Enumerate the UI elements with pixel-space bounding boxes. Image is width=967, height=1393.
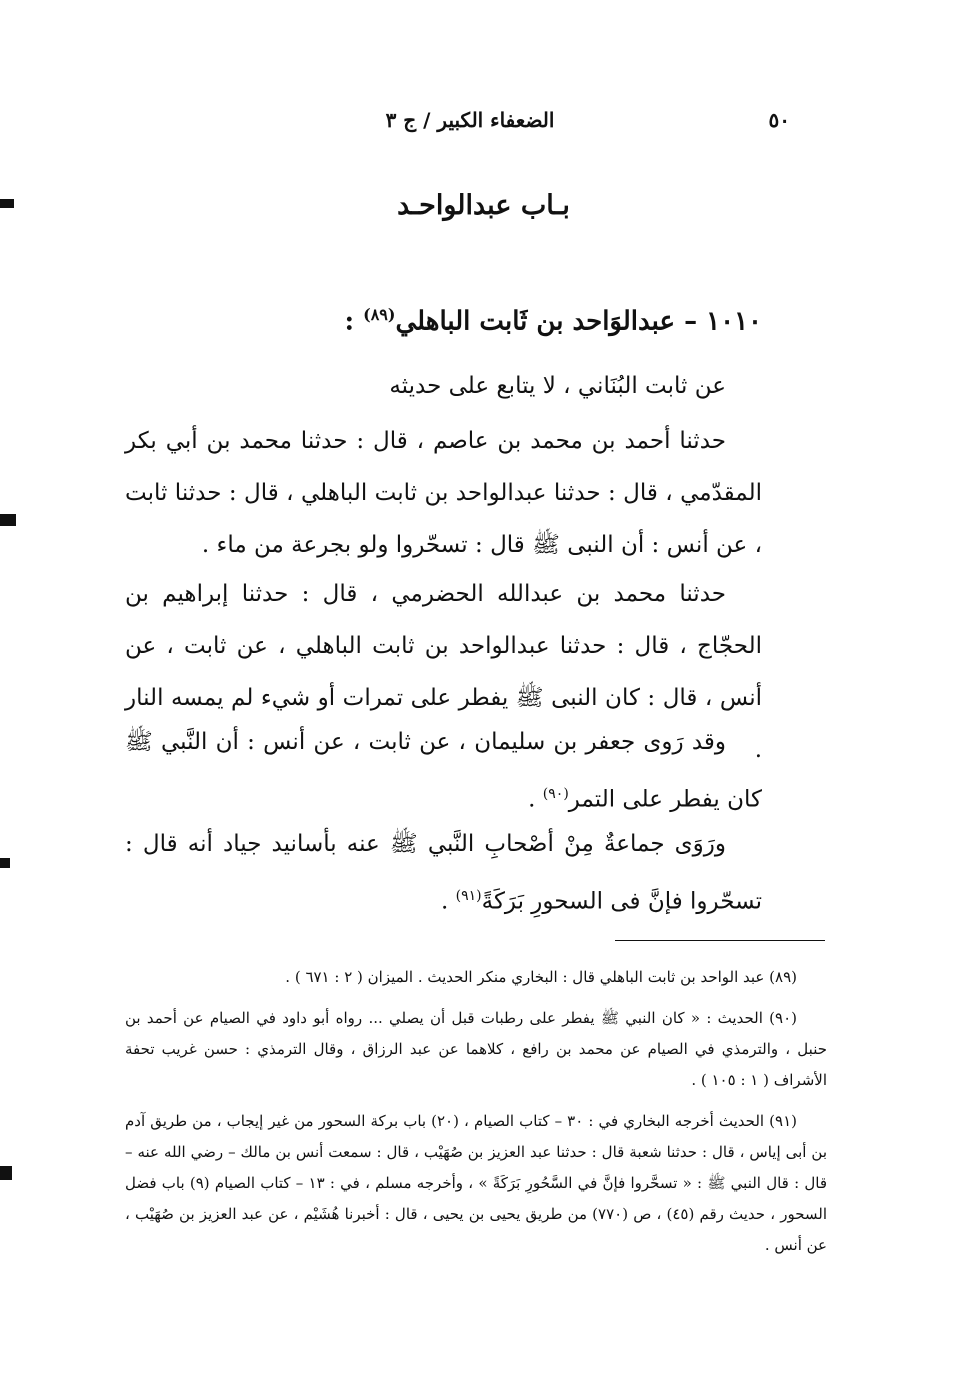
- paragraph: [125, 415, 762, 571]
- footnote-ref: (٩٠): [542, 786, 569, 802]
- entry-dash: –: [684, 306, 698, 337]
- paragraph-text: حدثنا محمد بن عبدالله الحضرمي ، قال : حدثنا إبراهيم بن الحجّاج ، قال : حدثنا عبدالواحد بن ثابت الباهلي ، عن ثابت ، عن أنس ، قال : كان النبى ﷺ يفطر على تمرات أو شيء لم يمسه النار .: [125, 581, 762, 763]
- footnote: (٩١) الحديث أخرجه البخاري في : ٣٠ – كتاب الصيام ، (٢٠) باب بركة السحور من غير إيجاب ، من طريق آدم بن أبى إياس ، قال : حدثنا شعبة قال : حدثنا عبد العزيز بن صُهَيْب ، قال : سمعت أنس بن مالك – رضي الله عنه – قال : قال النبي ﷺ : « تسحَّروا فإنَّ في السَّحُورِ بَرَكَةً » ، وأخرجه مسلم ، في : ١٣ – كتاب الصيام (٩) باب فضل السحور ، حديث رقم (٤٥) ، ص (٧٧٠) من طريق يحيى بن يحيى ، قال : أخبرنا هُشَيْم ، عن عبد العزيز بن صُهَيْب ، عن أنس .: [125, 1112, 827, 1254]
- scan-edge-mark: [0, 1166, 12, 1180]
- paragraph-end: .: [528, 786, 543, 813]
- paragraph: [125, 818, 762, 928]
- paragraph-body: ورَوَى جماعةٌ مِنْ أصْحابِ النَّبي ﷺ عنه بأسانيد جياد أنه قال : تسحّروا فإنَّ فى السحورِ بَرَكَةً: [125, 831, 762, 915]
- footnote-ref: (٩١): [455, 888, 482, 904]
- entry-number: ١٠١٠: [706, 306, 762, 337]
- paragraph-text: [125, 818, 762, 928]
- paragraph-text: [125, 716, 762, 826]
- paragraph: [125, 360, 762, 412]
- footnote-ref: (٨٩): [363, 305, 396, 324]
- paragraph: [125, 716, 762, 826]
- entry-colon: :: [344, 306, 355, 337]
- footnotes: [125, 962, 827, 1271]
- entry-heading: [162, 305, 762, 337]
- paragraph-text: عن ثابت البُنَاني ، لا يتابع على حديثه: [389, 373, 726, 399]
- running-title: الضعفاء الكبير / ج ٣: [385, 108, 555, 132]
- page-number: ٥٠: [768, 108, 790, 132]
- footnote-divider: [615, 940, 825, 941]
- paragraph-body: وقد رَوى جعفر بن سليمان ، عن ثابت ، عن أنس : أن النَّبي ﷺ كان يفطر على التمر: [125, 729, 762, 813]
- entry-name: عبدالوَاحد بن ثَابت الباهلي: [395, 306, 676, 337]
- paragraph-end: .: [441, 888, 456, 915]
- footnote: (٨٩) عبد الواحد بن ثابت الباهلي قال : البخاري منكر الحديث . الميزان ( ٢ : ٦٧١ ) .: [285, 968, 797, 986]
- scan-edge-mark: [0, 858, 10, 868]
- scan-edge-mark: [0, 514, 16, 526]
- chapter-title: بـاب عبدالواحـد: [397, 190, 570, 221]
- footnote: (٩٠) الحديث : « كان النبي ﷺ يفطر على رطبات قبل أن يصلي ... رواه أبو داود في الصيام عن أحمد بن حنبل ، والترمذي في الصيام عن محمد بن رافع ، كلاهما عن عبد الرزاق ، وقال الترمذي : حسن غريب تحفة الأشراف ( ١ : ١٠٥ ) .: [125, 1009, 827, 1089]
- paragraph-text: حدثنا أحمد بن محمد بن عاصم ، قال : حدثنا محمد بن أبي بكر المقدّمي ، قال : حدثنا عبدالواحد بن ثابت الباهلي ، قال : حدثنا ثابت ، عن أنس : أن النبى ﷺ قال : تسحّروا ولو بجرعة من ماء .: [125, 428, 762, 558]
- page-header: [140, 108, 790, 142]
